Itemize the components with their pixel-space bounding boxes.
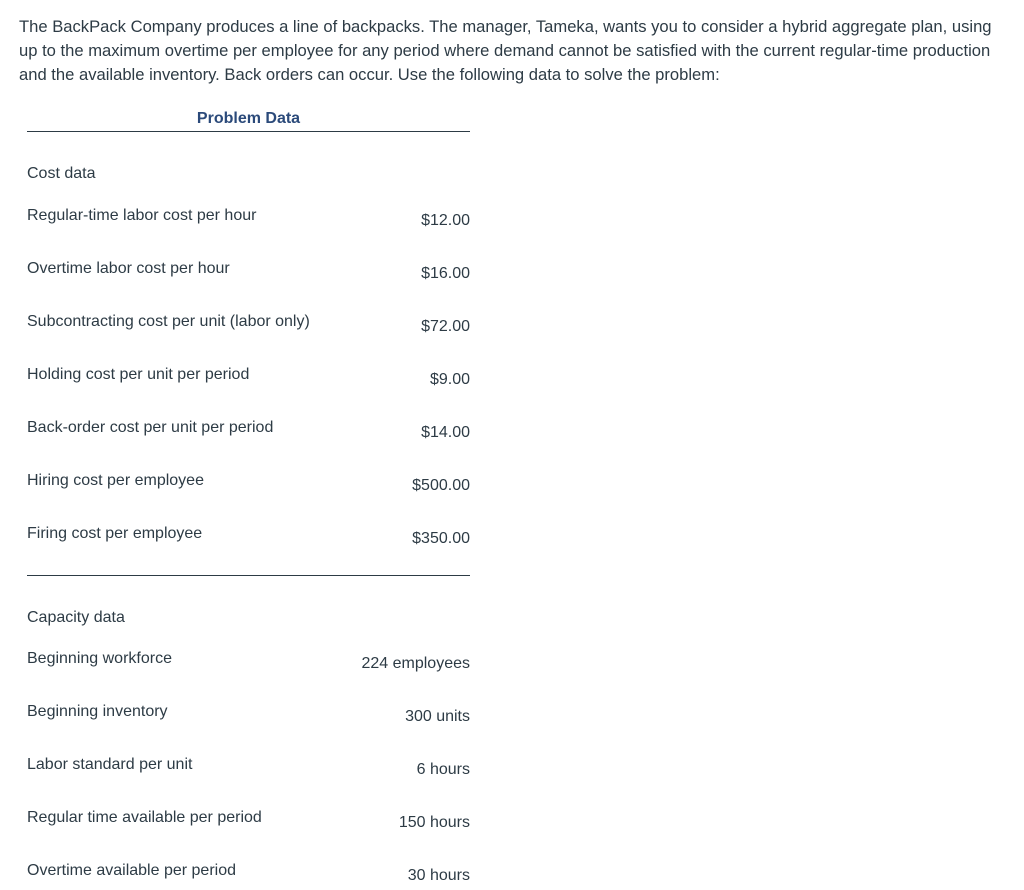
table-row bbox=[27, 809, 470, 833]
row-value: 300 units bbox=[405, 708, 470, 725]
table-row bbox=[27, 419, 470, 443]
row-label: Hiring cost per employee bbox=[27, 472, 204, 489]
table-row bbox=[27, 472, 470, 496]
row-value: 6 hours bbox=[416, 761, 470, 778]
row-label: Overtime available per period bbox=[27, 862, 236, 879]
table-row bbox=[27, 650, 470, 674]
table-top-rule bbox=[27, 131, 470, 132]
capacity-data-heading: Capacity data bbox=[27, 609, 125, 626]
table-row bbox=[27, 366, 470, 390]
table-row bbox=[27, 703, 470, 727]
row-value: $9.00 bbox=[429, 371, 470, 388]
table-row bbox=[27, 260, 470, 284]
table-row bbox=[27, 525, 470, 549]
cost-data-heading: Cost data bbox=[27, 165, 96, 182]
row-value: $500.00 bbox=[412, 477, 470, 494]
section-divider bbox=[27, 575, 470, 576]
row-value: $14.00 bbox=[421, 424, 470, 441]
row-label: Beginning inventory bbox=[27, 703, 168, 720]
table-row bbox=[27, 862, 470, 886]
table-row bbox=[27, 756, 470, 780]
row-value: $350.00 bbox=[412, 530, 470, 547]
row-value: $12.00 bbox=[421, 212, 470, 229]
row-value: $16.00 bbox=[421, 265, 470, 282]
row-value: 30 hours bbox=[407, 867, 470, 884]
row-label: Regular time available per period bbox=[27, 809, 262, 826]
row-label: Regular-time labor cost per hour bbox=[27, 207, 257, 224]
row-label: Holding cost per unit per period bbox=[27, 366, 250, 383]
table-caption: Problem Data bbox=[196, 110, 301, 127]
row-label: Beginning workforce bbox=[27, 650, 172, 667]
table-row bbox=[27, 313, 470, 337]
row-value: 224 employees bbox=[361, 655, 470, 672]
table-row bbox=[27, 207, 470, 231]
row-label: Firing cost per employee bbox=[27, 525, 203, 542]
row-value: $72.00 bbox=[421, 318, 470, 335]
row-label: Labor standard per unit bbox=[27, 756, 193, 773]
row-label: Subcontracting cost per unit (labor only) bbox=[27, 313, 310, 330]
row-value: 150 hours bbox=[398, 814, 470, 831]
row-label: Overtime labor cost per hour bbox=[27, 260, 230, 277]
row-label: Back-order cost per unit per period bbox=[27, 419, 274, 436]
problem-statement: The BackPack Company produces a line of backpacks. The manager, Tameka, wants you to consider a hybrid aggregate plan, using up to the maximum overtime per employee for any period where demand cannot be satisfied with the current regular-time production and the available inventory. Back orders can occur. Use the following data to solve the problem: bbox=[19, 17, 992, 84]
